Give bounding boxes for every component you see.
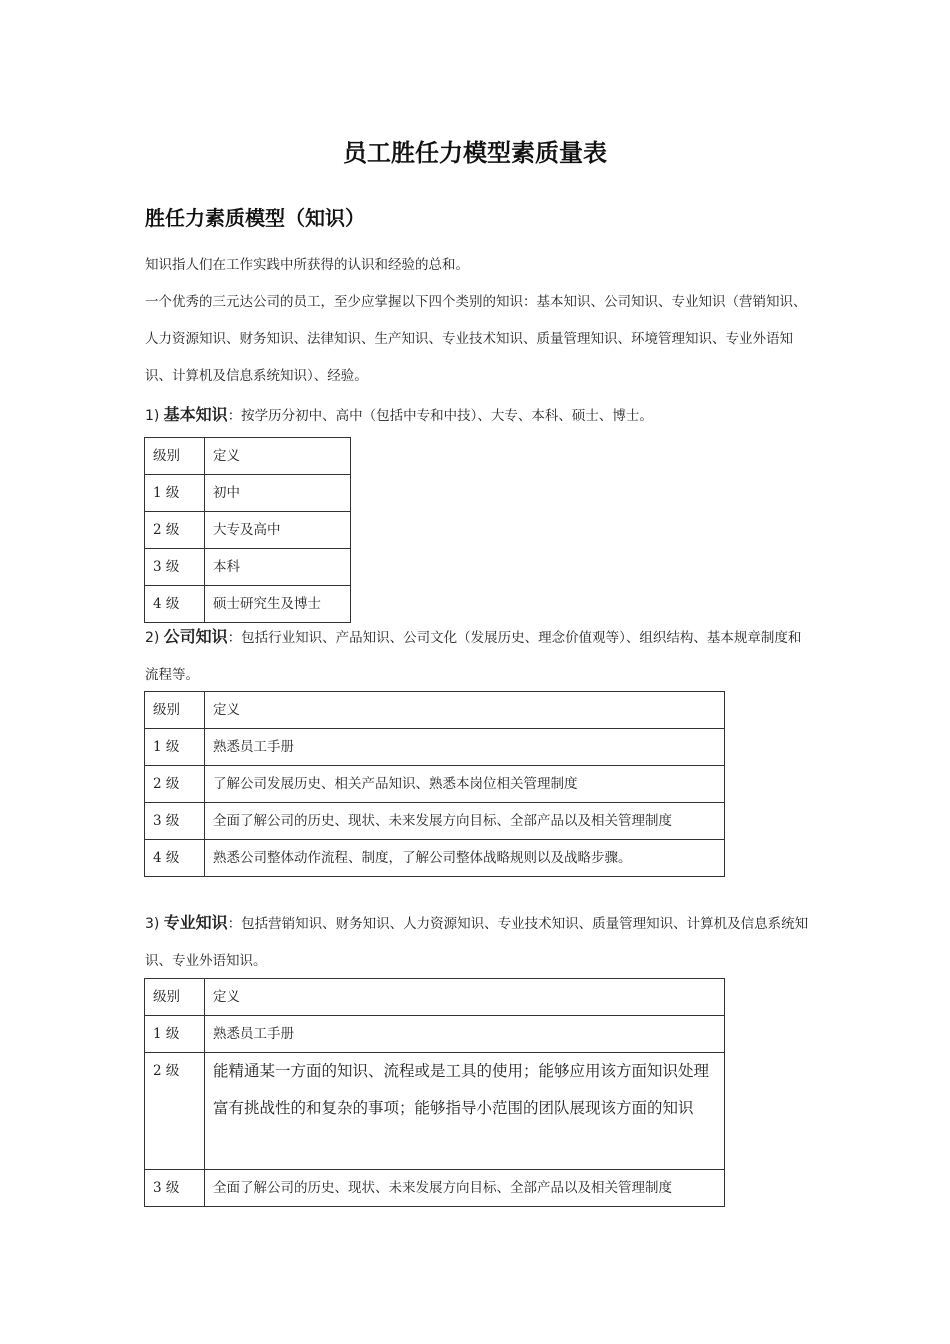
- definition-cell: 全面了解公司的历史、现状、未来发展方向目标、全部产品以及相关管理制度: [205, 1170, 725, 1207]
- table-row: [145, 803, 725, 840]
- intro-paragraph-2: 一个优秀的三元达公司的员工，至少应掌握以下四个类别的知识：基本知识、公司知识、专业知识（营销知识、人力资源知识、财务知识、法律知识、生产知识、专业技术知识、质量管理知识、环境管理知识、专业外语知识、计算机及信息系统知识）、经验。: [145, 294, 807, 384]
- table-header-row: [145, 979, 725, 1016]
- header-level: 级别: [145, 438, 205, 475]
- intro-paragraph: 知识指人们在工作实践中所获得的认识和经验的总和。: [145, 257, 469, 273]
- definition-cell: 大专及高中: [205, 512, 351, 549]
- level-cell: 2 级: [145, 1053, 205, 1170]
- definition-cell: 全面了解公司的历史、现状、未来发展方向目标、全部产品以及相关管理制度: [205, 803, 725, 840]
- table-row: [145, 549, 351, 586]
- table-row: [145, 729, 725, 766]
- level-cell: 1 级: [145, 729, 205, 766]
- basic-knowledge-table: [144, 437, 351, 623]
- definition-cell: 初中: [205, 475, 351, 512]
- definition-cell: 熟悉员工手册: [205, 1016, 725, 1053]
- level-cell: 2 级: [145, 766, 205, 803]
- item-term: 基本知识: [163, 405, 228, 424]
- definition-cell: 硕士研究生及博士: [205, 586, 351, 623]
- item-professional-knowledge: [145, 904, 810, 980]
- level-cell: 1 级: [145, 1016, 205, 1053]
- item-term: 专业知识: [163, 913, 228, 932]
- table-row: [145, 766, 725, 803]
- table-header-row: [145, 692, 725, 729]
- header-definition: 定义: [205, 979, 725, 1016]
- table-row: [145, 586, 351, 623]
- document-title: 员工胜任力模型素质量表: [343, 139, 607, 167]
- item-basic-knowledge: [145, 396, 810, 435]
- table-header-row: [145, 438, 351, 475]
- header-level: 级别: [145, 692, 205, 729]
- table-row: [145, 1053, 725, 1170]
- level-cell: 4 级: [145, 586, 205, 623]
- item-number: 2): [145, 630, 160, 646]
- table-row: [145, 512, 351, 549]
- definition-cell: 了解公司发展历史、相关产品知识、熟悉本岗位相关管理制度: [205, 766, 725, 803]
- table-row: [145, 475, 351, 512]
- item-number: 1): [145, 408, 160, 424]
- level-cell: 4 级: [145, 840, 205, 877]
- header-definition: 定义: [205, 692, 725, 729]
- level-cell: 3 级: [145, 549, 205, 586]
- definition-cell: 熟悉公司整体动作流程、制度，了解公司整体战略规则以及战略步骤。: [205, 840, 725, 877]
- level-cell: 3 级: [145, 803, 205, 840]
- definition-cell: 能精通某一方面的知识、流程或是工具的使用；能够应用该方面知识处理富有挑战性的和复杂的事项；能够指导小范围的团队展现该方面的知识: [205, 1053, 725, 1170]
- item-description: ：包括营销知识、财务知识、人力资源知识、专业技术知识、质量管理知识、计算机及信息系统知识、专业外语知识。: [145, 916, 809, 969]
- definition-cell: 熟悉员工手册: [205, 729, 725, 766]
- table-row: [145, 840, 725, 877]
- header-definition: 定义: [205, 438, 351, 475]
- company-knowledge-table: [144, 691, 725, 877]
- header-level: 级别: [145, 979, 205, 1016]
- item-company-knowledge: [145, 618, 810, 694]
- level-cell: 1 级: [145, 475, 205, 512]
- level-cell: 3 级: [145, 1170, 205, 1207]
- table-row: [145, 1170, 725, 1207]
- item-number: 3): [145, 916, 160, 932]
- section-heading: 胜任力素质模型（知识）: [145, 206, 365, 230]
- definition-cell: 本科: [205, 549, 351, 586]
- level-cell: 2 级: [145, 512, 205, 549]
- professional-knowledge-table: [144, 978, 725, 1207]
- item-description: ：按学历分初中、高中（包括中专和中技）、大专、本科、硕士、博士。: [227, 408, 653, 424]
- item-description: ：包括行业知识、产品知识、公司文化（发展历史、理念价值观等）、组织结构、基本规章制度和流程等。: [145, 630, 802, 683]
- item-term: 公司知识: [163, 627, 228, 646]
- table-row: [145, 1016, 725, 1053]
